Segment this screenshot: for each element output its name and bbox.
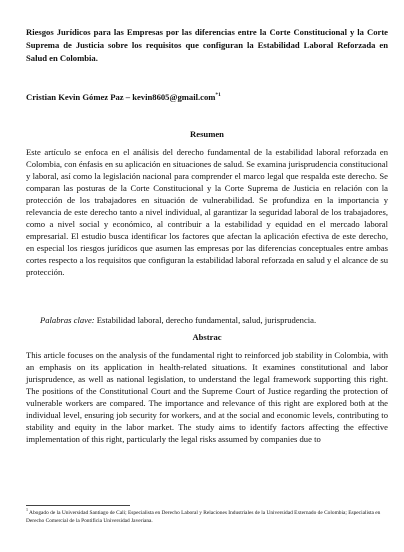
abstract-heading: Abstrac — [192, 332, 222, 342]
footnote-text: Abogado de la Universidad Santiago de Cali; Especialista en Derecho Laboral y Relaciones Industriales de la Universidad Externado de Colombia; Especialista en Derecho Comercial de la Pontificia Universidad Javeriana. — [26, 510, 381, 524]
footnote — [26, 507, 388, 525]
keywords-text: Estabilidad laboral, derecho fundamental, salud, jurisprudencia. — [94, 315, 317, 325]
resumen-heading: Resumen — [190, 129, 224, 139]
author-name-email: Cristian Kevin Gómez Paz – kevin8605@gmail.com — [26, 92, 216, 102]
footnote-mark: 1 — [26, 507, 28, 513]
author-line — [26, 91, 388, 103]
footnote-divider — [26, 505, 130, 506]
resumen-paragraph: Este artículo se enfoca en el análisis del derecho fundamental de la estabilidad laboral reforzada en Colombia, con énfasis en su aplicación en situaciones de salud. Se examina jurisprudencia constitucional y laboral, así como la legislación nacional para comprender el marco legal que respalda este derecho. Se comparan las posturas de la Corte Constitucional y la Corte Suprema de Justicia en relación con la protección de los trabajadores en situación de vulnerabilidad. Se profundiza en la importancia y relevancia de este derecho tanto a nivel individual, al garantizar la seguridad laboral de los trabajadores, como a nivel social y económico, al contribuir a la estabilidad y equidad en el mercado laboral empresarial. El estudio busca identificar los factores que afectan la aplicación efectiva de este derecho, en especial los riesgos jurídicos que asumen las empresas por las diferencias conceptuales entre ambas cortes respecto a los requisitos que configuran la estabilidad laboral reforzada en salud y el alcance de su protección. — [26, 147, 388, 278]
author-footnote-mark: *1 — [215, 92, 221, 99]
keywords-line — [26, 314, 388, 326]
keywords-label: Palabras clave: — [40, 315, 95, 325]
paper-title: Riesgos Jurídicos para las Empresas por las diferencias entre la Corte Constitucional y la Corte Suprema de Justicia sobre los requisitos que configuran la Estabilidad Laboral Reforzada en Salud en Colombia. — [26, 27, 388, 63]
abstract-paragraph: This article focuses on the analysis of the fundamental right to reinforced job stability in Colombia, with an emphasis on its application in health-related situations. It examines constitutional and labor jurisprudence, as well as national legislation, to understand the legal framework supporting this right. The positions of the Constitutional Court and the Supreme Court of Justice regarding the protection of vulnerable workers are compared. The importance and relevance of this right are explored both at the individual level, ensuring job security for workers, and at the social and economic levels, contributing to stability and equity in the labor market. The study aims to identify factors affecting the effective implementation of this right, particularly the legal risks assumed by companies due to — [26, 350, 388, 445]
